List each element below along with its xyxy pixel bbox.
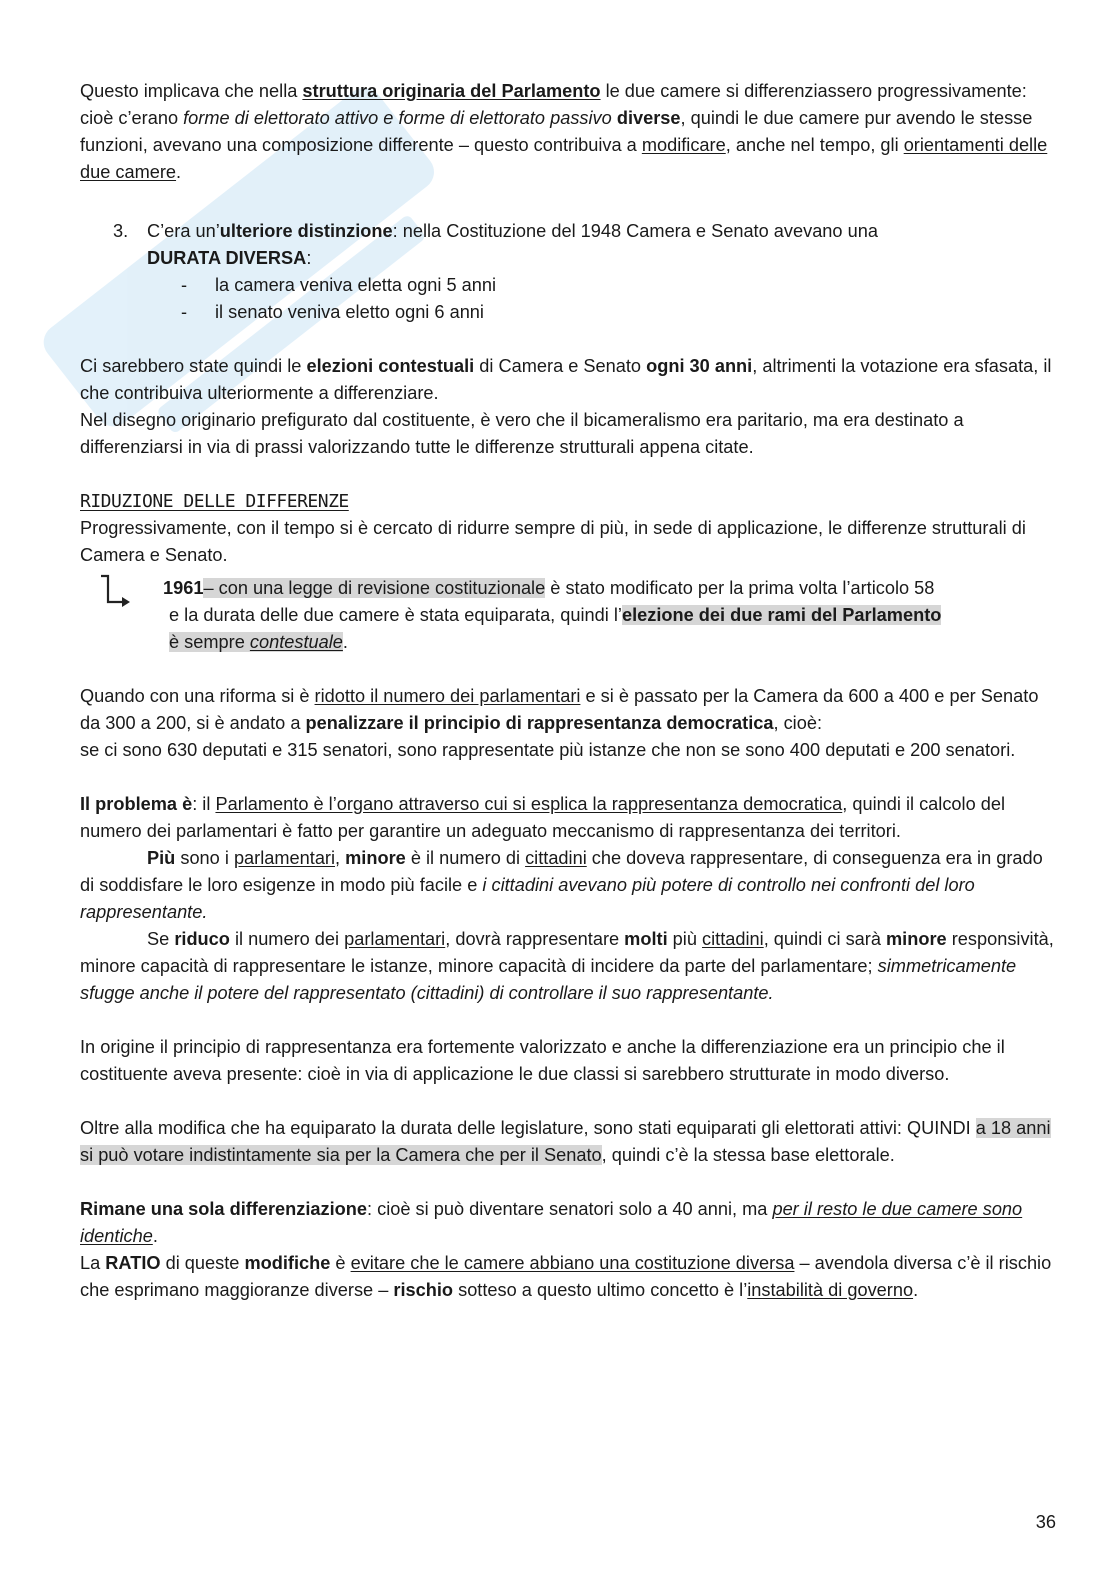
item-number: 3. [113,221,129,241]
paragraph-differenziazione: Rimane una sola differenziazione: cioè si può diventare senatori solo a 40 anni, ma per il resto le due camere sono identiche. [80,1199,1023,1246]
page-number: 36 [1035,1512,1056,1532]
bullet-senato: - il senato veniva eletto ogni 6 anni [181,302,484,322]
arrow-note: 1961– con una legge di revisione costituzionale è stato modificato per la prima volta l’articolo 58 e la durata delle due camere è stata equiparata, quindi l’elezione dei due rami del Parlamento è sempre contestuale. [80,575,1055,656]
paragraph-origine: In origine il principio di rappresentanza era fortemente valorizzato e anche la differenziazione era un principio che il costituente aveva presente: cioè in via di applicazione le due classi si sarebbero strutturate in modo diverso. [80,1037,1005,1084]
paragraph-riduco: Se riduco il numero dei parlamentari, dovrà rappresentare molti più cittadini, quindi ci sarà minore responsività, minore capacità di rappresentare le istanze, minore capacità di incidere da parte del parlamentare; simmetricamente sfugge anche il potere del rappresentato (cittadini) di controllare il suo rappresentante. [80,929,1054,1003]
paragraph-progressivamente: Progressivamente, con il tempo si è cercato di ridurre sempre di più, in sede di applicazione, le differenze strutturali di Camera e Senato. [80,518,1026,565]
paragraph-problema: Il problema è: il Parlamento è l’organo attraverso cui si esplica la rappresentanza democratica, quindi il calcolo del numero dei parlamentari è fatto per garantire un adeguato meccanismo di rappresentanza dei territori. [80,794,1006,841]
paragraph-piu: Più sono i parlamentari, minore è il numero di cittadini che doveva rappresentare, di conseguenza era in grado di soddisfare le loro esigenze in modo più facile e i cittadini avevano più potere di controllo nei confronti del loro rappresentante. [80,848,1043,922]
section-heading: RIDUZIONE DELLE DIFFERENZE [80,491,349,512]
bullet-camera: - la camera veniva eletta ogni 5 anni [181,275,497,295]
paragraph-riforma: Quando con una riforma si è ridotto il numero dei parlamentari e si è passato per la Camera da 600 a 400 e per Senato da 300 a 200, si è andato a penalizzare il principio di rappresentanza democratica, cioè: [80,686,1039,733]
paragraph-ratio: La RATIO di queste modifiche è evitare che le camere abbiano una costituzione diversa – avendola diversa c’è il rischio che esprimano maggioranze diverse – rischio sotteso a questo ultimo concetto è l’instabilità di governo. [80,1253,1052,1300]
paragraph-structure: Questo implicava che nella struttura originaria del Parlamento le due camere si differenziassero progressivamente: cioè c’erano forme di elettorato attivo e forme di elettorato passivo diverse, quindi le due camere pur avendo le stesse funzioni, avevano una composizione differente – questo contribuiva a modificare, anche nel tempo, gli orientamenti delle due camere. [80,81,1048,182]
numbered-item-3: 3. C’era un’ulteriore distinzione: nella Costituzione del 1948 Camera e Senato avevano una DURATA DIVERSA: [80,218,1055,272]
arrow-icon [98,573,134,609]
document-page [80,78,1055,1304]
paragraph-elezioni: Ci sarebbero state quindi le elezioni contestuali di Camera e Senato ogni 30 anni, altrimenti la votazione era sfasata, il che contribuiva ulteriormente a differenziare. [80,356,1052,403]
paragraph-elettorati: Oltre alla modifica che ha equiparato la durata delle legislature, sono stati equiparati gli elettorati attivi: QUINDI a 18 anni si può votare indistintamente sia per la Camera che per il Senato, quindi c’è la stessa base elettorale. [80,1118,1051,1165]
paragraph-deputati: se ci sono 630 deputati e 315 senatori, sono rappresentate più istanze che non se sono 400 deputati e 200 senatori. [80,740,1016,760]
paragraph-disegno: Nel disegno originario prefigurato dal costituente, è vero che il bicameralismo era paritario, ma era destinato a differenziarsi in via di prassi valorizzando tutte le differenze strutturali appena citate. [80,410,964,457]
